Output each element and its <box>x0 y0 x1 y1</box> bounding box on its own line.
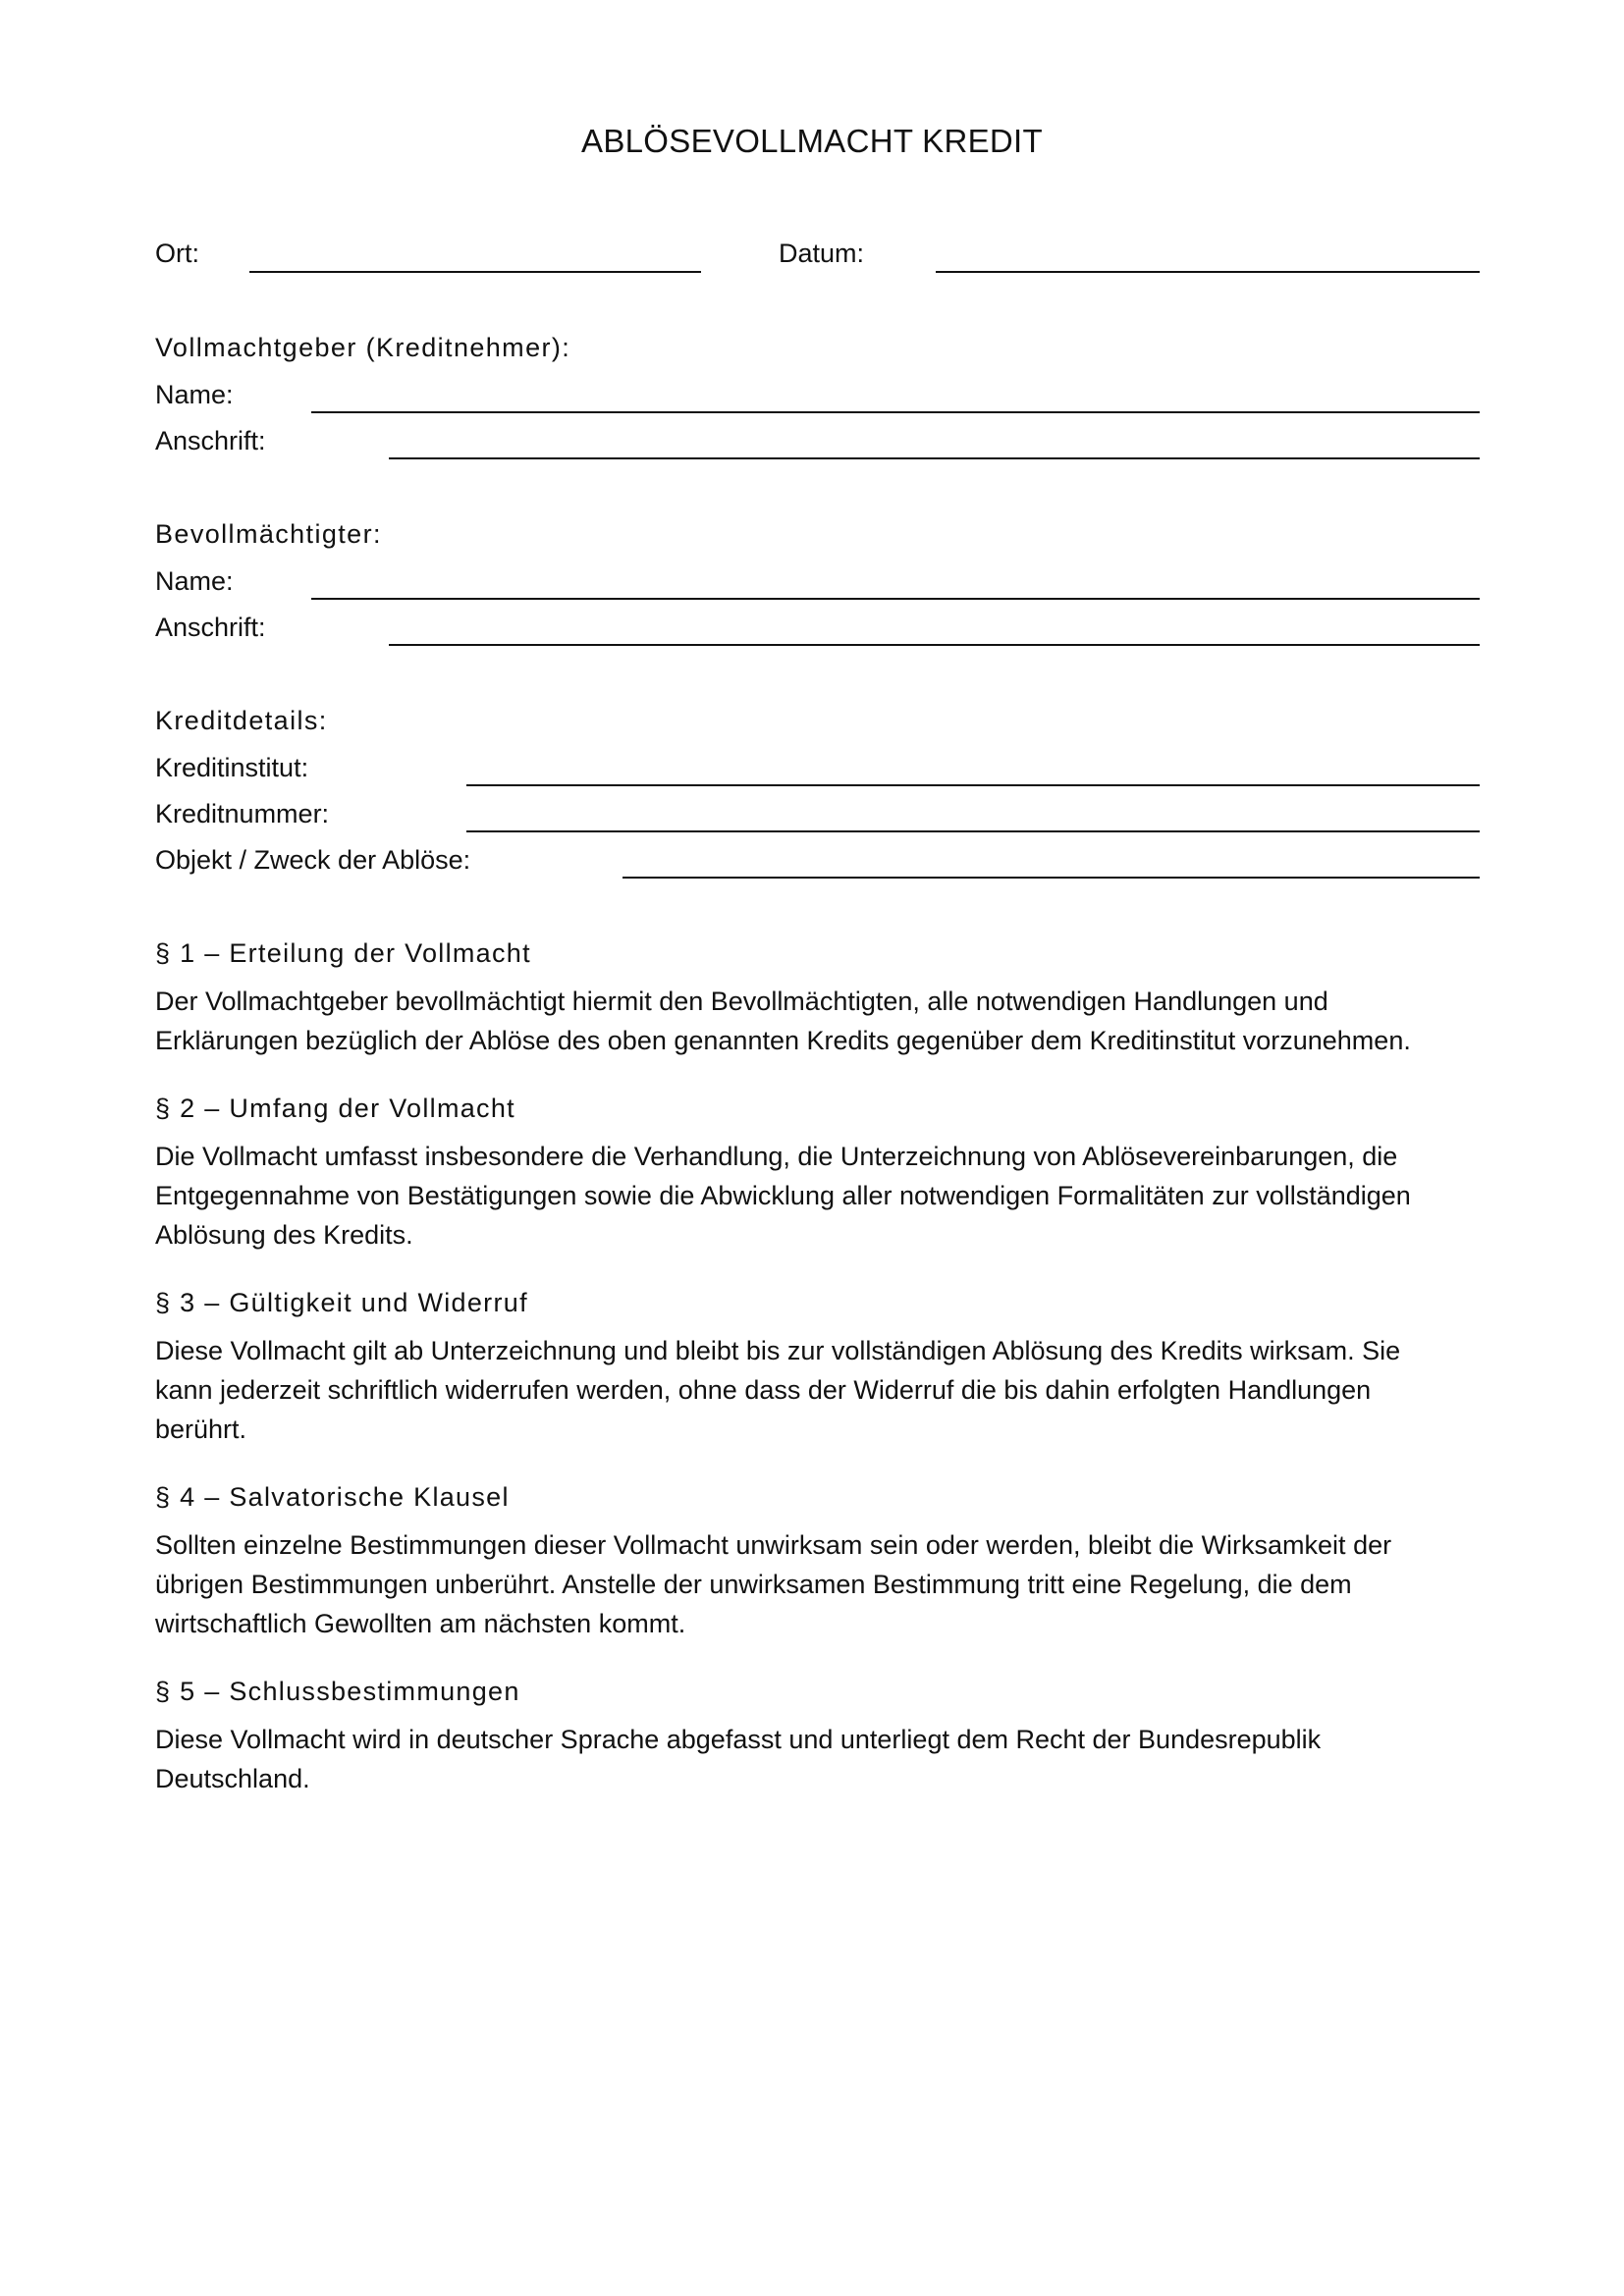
section-5-heading: § 5 – Schlussbestimmungen <box>155 1677 520 1706</box>
bevollmaechtigter-name-field[interactable] <box>311 598 1480 600</box>
section-5-line-1: Diese Vollmacht wird in deutscher Sprache abgefasst und unterliegt dem Recht der Bundesrepublik <box>155 1725 1322 1754</box>
section-4-line-2: übrigen Bestimmungen unberührt. Anstelle der unwirksamen Bestimmung tritt eine Regelung, die dem <box>155 1570 1352 1599</box>
vollmachtgeber-anschrift-field[interactable] <box>389 457 1480 459</box>
kreditnummer-field[interactable] <box>466 830 1480 832</box>
ort-label: Ort: <box>155 239 199 268</box>
section-3-text <box>155 1331 1471 1449</box>
datum-label: Datum: <box>779 239 865 268</box>
datum-field[interactable] <box>936 271 1480 273</box>
section-3-line-3: berührt. <box>155 1415 247 1444</box>
section-1-line-1: Der Vollmachtgeber bevollmächtigt hiermit den Bevollmächtigten, alle notwendigen Handlungen und <box>155 987 1328 1016</box>
vollmachtgeber-anschrift-label: Anschrift: <box>155 426 266 455</box>
section-5-line-2: Deutschland. <box>155 1764 310 1793</box>
kreditinstitut-field[interactable] <box>466 784 1480 786</box>
kreditdetails-heading: Kreditdetails: <box>155 706 328 735</box>
ort-field[interactable] <box>249 271 701 273</box>
section-4-heading: § 4 – Salvatorische Klausel <box>155 1482 510 1512</box>
section-1-line-2: Erklärungen bezüglich der Ablöse des oben genannten Kredits gegenüber dem Kreditinstitut vorzunehmen. <box>155 1026 1411 1055</box>
section-3-heading: § 3 – Gültigkeit und Widerruf <box>155 1288 528 1317</box>
kreditinstitut-label: Kreditinstitut: <box>155 753 309 782</box>
vollmachtgeber-name-label: Name: <box>155 380 234 409</box>
document-title: ABLÖSEVOLLMACHT KREDIT <box>581 123 1043 159</box>
section-3-line-1: Diese Vollmacht gilt ab Unterzeichnung und bleibt bis zur vollständigen Ablösung des Kredits wirksam. Sie <box>155 1336 1401 1365</box>
section-2-heading: § 2 – Umfang der Vollmacht <box>155 1094 515 1123</box>
section-4-line-3: wirtschaftlich Gewollten am nächsten kommt. <box>155 1609 686 1638</box>
section-1-heading: § 1 – Erteilung der Vollmacht <box>155 938 531 968</box>
section-5-text <box>155 1720 1471 1798</box>
section-2-text <box>155 1137 1471 1255</box>
bevollmaechtigter-anschrift-field[interactable] <box>389 644 1480 646</box>
bevollmaechtigter-anschrift-label: Anschrift: <box>155 613 266 642</box>
section-4-text <box>155 1525 1471 1643</box>
bevollmaechtigter-heading: Bevollmächtigter: <box>155 519 382 549</box>
kreditnummer-label: Kreditnummer: <box>155 799 330 828</box>
section-2-line-3: Ablösung des Kredits. <box>155 1220 413 1250</box>
vollmachtgeber-heading: Vollmachtgeber (Kreditnehmer): <box>155 333 571 362</box>
objekt-zweck-label: Objekt / Zweck der Ablöse: <box>155 845 471 875</box>
section-2-line-1: Die Vollmacht umfasst insbesondere die Verhandlung, die Unterzeichnung von Ablösevereinbarungen, die <box>155 1142 1398 1171</box>
bevollmaechtigter-name-label: Name: <box>155 566 234 596</box>
vollmachtgeber-name-field[interactable] <box>311 411 1480 413</box>
section-4-line-1: Sollten einzelne Bestimmungen dieser Vollmacht unwirksam sein oder werden, bleibt die Wirksamkeit der <box>155 1530 1392 1560</box>
section-2-line-2: Entgegennahme von Bestätigungen sowie die Abwicklung aller notwendigen Formalitäten zur vollständigen <box>155 1181 1411 1210</box>
section-1-text <box>155 982 1471 1060</box>
objekt-zweck-field[interactable] <box>623 877 1480 879</box>
section-3-line-2: kann jederzeit schriftlich widerrufen werden, ohne dass der Widerruf die bis dahin erfolgten Handlungen <box>155 1375 1372 1405</box>
